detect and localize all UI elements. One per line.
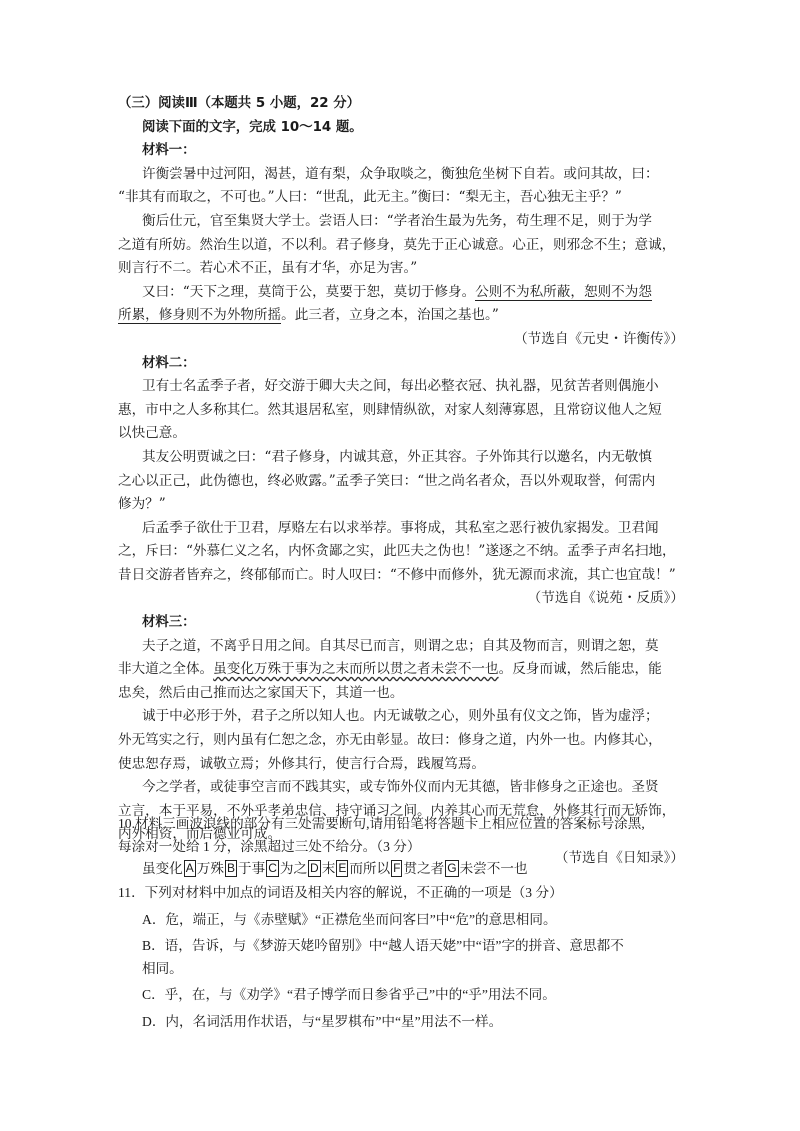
m2-p2-line-3: 修为？” [118,496,166,513]
q10-answer-row [118,858,684,881]
m1-p1-line-1: 许衡尝暑中过河阳，渴甚，道有梨，众争取啖之，衡独危坐树下自若。或问其故，曰： [142,165,659,182]
q10-segment: 未尝不一也 [459,861,528,876]
reading-passage [118,92,684,871]
q11-option-b-cont: 相同。 [142,960,183,976]
section-instruction: 阅读下面的文字，完成 10～14 题。 [142,119,363,135]
m2-p3-line-1: 后孟季子欲仕于卫君，厚赂左右以求举荐。事将成，其私室之恶行被仇家揭发。卫君闻 [142,519,659,536]
q10-segment: 虽变化 [142,861,183,876]
section-title: （三）阅读Ⅲ（本题共 5 小题，22 分） [118,96,361,111]
answer-box-g[interactable]: G [447,861,457,875]
m2-p2-line-2: 之心以正己，此伪德也，终必败露。”孟季子笑曰：“世之尚名者众，吾以外观取誉，何需内 [118,472,656,489]
m3-source: （节选自《日知录》） [554,850,684,866]
m1-p2-line-2: 之道有所妨。然治生以道，不以利。君子修身，莫先于正心诚意。心正，则邪念不生；意诚， [118,236,676,253]
material-3-label: 材料三： [142,615,196,631]
question-10 [118,813,684,881]
m3-p3-line-2: 立言，本于平易，不外乎孝弟忠信、持守诵习之间。内养其心而无荒怠，外修其行而无矫饰， [118,802,676,819]
answer-box-c[interactable]: C [268,861,277,875]
underlined-sentence-1: 公则不为私所蔽，恕则不为怨 [475,283,652,300]
underlined-sentence-1-cont: 所累，修身则不为外物所摇 [118,307,282,324]
q11-option-d[interactable]: D．内，名词活用作状语，与“星罗棋布”中“星”用法不一样。 [142,1013,503,1029]
m3-p3-line-3: 内外相资，而后德业可成。 [118,826,282,843]
m1-p1-line-2: “非其有而取之，不可也。”人曰：“世乱，此无主。”衡曰：“梨无主，吾心独无主乎？” [118,189,622,206]
q11-option-a[interactable]: A．危，端正，与《赤壁赋》“正襟危坐而问客曰”中“危”的意思相同。 [142,911,557,927]
q11-option-c[interactable]: C．乎，在，与《劝学》“君子博学而日参省乎己”中的“乎”用法不同。 [142,987,556,1002]
material-2-label: 材料二： [142,355,196,371]
m3-p1-line-3: 忠矣，然后由己推而达之家国天下，其道一也。 [118,684,404,701]
wavy-underlined-sentence: 虽变化万殊于事为之末而所以贯之者未尝不一也 [213,661,499,678]
m3-p1-text: 非大道之全体。 [118,661,214,678]
q10-segment: 万殊 [196,861,224,876]
q11-stem: 11．下列对材料中加点的词语及相关内容的解说，不正确的一项是（3 分） [118,885,563,900]
m2-p1-line-1: 卫有士名孟季子者，好交游于卿大夫之间，每出必整衣冠、执礼器，见贫苦者则偶施小 [142,378,659,395]
material-1-label: 材料一： [142,143,196,159]
m2-p3-line-3: 昔日交游者皆弃之，终郁郁而亡。时人叹曰：“不修中而修外，犹无源而求流，其亡也宜哉！” [118,566,676,583]
m3-p2-line-3: 使忠恕存焉，诚敬立焉；外修其行，使言行合焉，践履笃焉。 [118,755,486,772]
m3-p3-line-1: 今之学者，或徒事空言而不践其实，或专饰外仪而内无其德，皆非修身之正途也。圣贤 [142,779,659,796]
q10-segment: 而所以 [349,861,391,876]
m1-p3-tail: 。此三者，立身之本，治国之基也。” [281,307,499,324]
m3-p2-line-2: 外无笃实之行，则内虽有仁恕之念，亦无由彰显。故曰：修身之道，内外一也。内修其心， [118,732,662,749]
q10-segment: 末 [321,861,336,876]
m1-p2-line-3: 则言行不二。若心术不正，虽有才华，亦足为害。” [118,260,418,277]
q10-stem-line-2: 每涂对一处给 1 分，涂黑超过三处不给分。（3 分） [118,838,421,854]
m1-p3-text: 又曰：“天下之理，莫筒于公，莫要于恕，莫切于修身。 [142,283,476,300]
m2-p2-line-1: 其友公明贾诚之曰：“君子修身，内诚其意，外正其容。子外饰其行以邀名，内无敬慎 [142,448,652,465]
m1-p3-line-1 [118,281,684,305]
answer-box-a[interactable]: A [185,861,194,875]
answer-box-e[interactable]: E [338,861,347,875]
m3-p1-line-2 [118,658,684,682]
answer-box-d[interactable]: D [310,861,319,875]
q10-stem-line-1: 10.材料三画波浪线的部分有三处需要断句,请用铅笔将答题卡上相应位置的答案标号涂黑, [118,816,645,831]
q10-segment: 贯之者 [403,861,445,876]
answer-box-b[interactable]: B [226,861,235,875]
answer-box-f[interactable]: F [393,861,401,875]
q10-segment: 为之 [279,861,308,876]
m2-source: （节选自《说苑・反质》） [527,590,684,607]
question-11 [118,882,684,1033]
m3-p2-line-1: 诚于中必形于外，君子之所以知人也。内无诚敬之心，则外虽有仪文之饰，皆为虚浮； [142,708,659,725]
m2-p3-line-2: 之，斥曰：“外慕仁义之名，内怀贪鄙之实，此匹夫之伪也！”遂逐之不纳。孟季子声名扫地， [118,543,676,560]
q10-segment: 于事 [238,861,266,876]
m3-p1-tail: 。反身而诚，然后能忠，能 [498,661,662,678]
m1-p3-line-2 [118,304,684,328]
m1-p2-line-1: 衡后仕元，官至集贤大学士。尝语人曰：“学者治生最为先务，苟生理不足，则于为学 [142,212,652,229]
q11-option-b[interactable]: B．语，告诉，与《梦游天姥吟留别》中“越人语天姥”中“语”字的拼音、意思都不 [142,938,624,953]
m2-p1-line-2: 惠，市中之人多称其仁。然其退居私室，则肆情纵欲，对家人刻薄寡恩，且常窃议他人之短 [118,401,662,418]
m2-p1-line-3: 以快己意。 [118,425,186,442]
m3-p1-line-1: 夫子之道，不离乎日用之间。自其尽已而言，则谓之忠；自其及物而言，则谓之恕，莫 [142,637,659,654]
m1-source: （节选自《元史・许衡传》） [514,330,684,347]
